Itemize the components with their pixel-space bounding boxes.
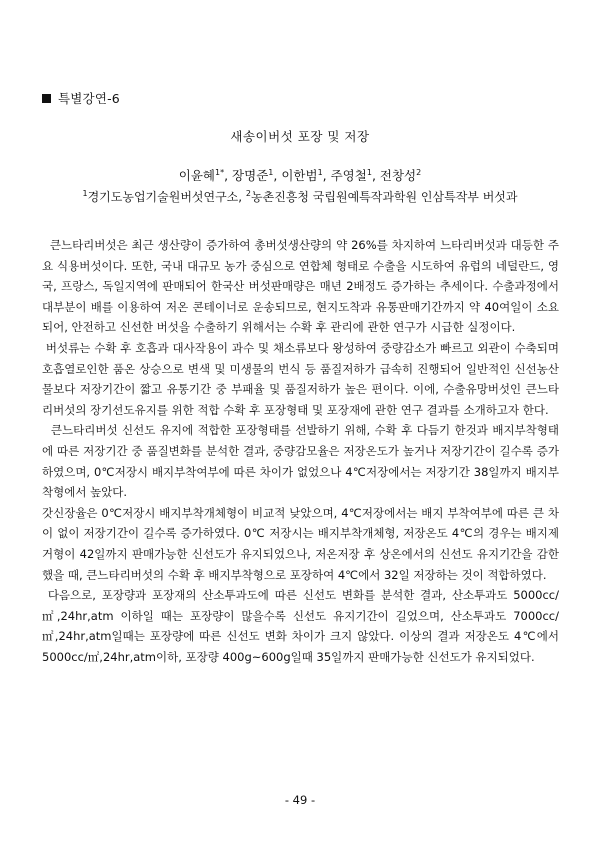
- body-text: [42, 235, 563, 667]
- author-name: 장명준: [232, 168, 269, 183]
- author-separator: ,: [273, 168, 282, 183]
- author-affil-mark: 1: [317, 167, 323, 177]
- body-paragraph: 버섯류는 수확 후 호흡과 대사작용이 과수 및 채소류보다 왕성하여 중량감소가 빠르고 외관이 수축되며 호흡열로인한 품온 상승으로 변색 및 미생물의 번식 등 품질저하가 급속히 진행되어 일반적인 신선농산물보다 저장기간이 짧고 유통기간 중 부패율 및 품질저하가 높은 편이다. 이에, 수출유망버섯인 큰느타리버섯의 장기선도유지를 위한 적합 수확 후 포장형태 및 포장재에 관한 연구 결과를 소개하고자 한다.: [42, 340, 563, 417]
- affiliation: [82, 190, 245, 204]
- affiliation-text: 경기도농업기술원버섯연구소: [87, 190, 239, 204]
- affiliation-mark: 1: [82, 189, 88, 198]
- author: [232, 168, 281, 183]
- black-square-icon: [42, 94, 51, 103]
- author: [380, 168, 421, 183]
- author-affil-mark: 1: [366, 167, 372, 177]
- section-label: [42, 89, 120, 107]
- author: [179, 168, 232, 183]
- author-name: 이한범: [281, 168, 318, 183]
- paper-title: 새송이버섯 포장 및 저장: [230, 129, 370, 144]
- author-separator: ,: [224, 168, 233, 183]
- affiliation: [246, 190, 518, 204]
- affiliation-separator: ,: [238, 190, 246, 204]
- affiliation-mark: 2: [245, 189, 252, 198]
- author-affil-mark: 1*: [215, 167, 225, 177]
- author-name: 이윤혜: [178, 168, 215, 183]
- author-separator: ,: [371, 168, 380, 183]
- author-list: [0, 166, 600, 184]
- body-paragraph: 다음으로, 포장량과 포장재의 산소투과도에 따른 신선도 변화를 분석한 결과, 산소투과도 5000cc/㎡,24hr,atm 이하일 때는 포장량이 많을수록 신선도 유지기간이 길었으며, 산소투과도 7000cc/㎡,24hr,atm일때는 포장량에 따른 신선도 변화 차이가 크지 않았다. 이상의 결과 저장온도 4℃에서 5000cc/㎡,24hr,atm이하, 포장량 400g~600g일때 35일까지 판매가능한 신선도가 유지되었다.: [42, 588, 563, 664]
- page-number: - 49 -: [284, 793, 316, 807]
- author-affil-mark: 2: [416, 167, 422, 177]
- body-paragraph: 큰느타리버섯은 최근 생산량이 증가하여 총버섯생산량의 약 26%를 차지하여 느타리버섯과 대등한 주요 식용버섯이다. 또한, 국내 대규모 농가 중심으로 연합체 형태로 수출을 시도하여 유럽의 네덜란드, 영국, 프랑스, 독일지역에 판매되어 한국산 버섯판매량은 매년 2배정도 증가하는 추세이다. 수출과정에서 대부분이 배를 이용하여 저온 콘테이너로 운송되므로, 현지도착과 유통판매기간까지 약 40여일이 소요되어, 안전하고 신선한 버섯을 수출하기 위해서는 수확 후 관리에 관한 연구가 시급한 실정이다.: [42, 238, 563, 335]
- author-separator: ,: [322, 168, 331, 183]
- author-name: 주영철: [330, 168, 367, 183]
- body-paragraph: 큰느타리버섯 신선도 유지에 적합한 포장형태를 선발하기 위해, 수확 후 다듬기 한것과 배지부착형태에 따른 저장기간 중 품질변화를 분석한 결과, 중량감모율은 저장온도가 높거나 저장기간이 길수록 증가하였으며, 0℃저장시 배지부착여부에 따른 차이가 없었으나 4℃저장에서는 저장기간 38일까지 배지부착형에서 높았다.: [42, 423, 559, 500]
- section-label-text: 특별강연-6: [58, 91, 120, 106]
- author: [331, 168, 380, 183]
- author: [281, 168, 330, 183]
- body-paragraph: 갓신장율은 0℃저장시 배지부착개체형이 비교적 낮았으며, 4℃저장에서는 배지 부착여부에 따른 큰 차이 없이 저장기간이 길수록 증가하였다. 0℃ 저장시는 배지부착개체형, 저장온도 4℃의 경우는 배지제거형이 42일까지 판매가능한 신선도가 유지되었으나, 저온저장 후 상온에서의 신선도 유지기간을 감한했을 때, 큰느타리버섯의 수확 후 배지부착형으로 포장하여 4℃에서 32일 저장하는 것이 적합하였다.: [42, 505, 559, 582]
- affiliation-text: 농촌진흥청 국립원예특작과학원 인삼특작부 버섯과: [251, 190, 518, 204]
- affiliation-list: [0, 188, 600, 205]
- author-name: 전창성: [379, 168, 417, 183]
- author-affil-mark: 1: [268, 167, 274, 177]
